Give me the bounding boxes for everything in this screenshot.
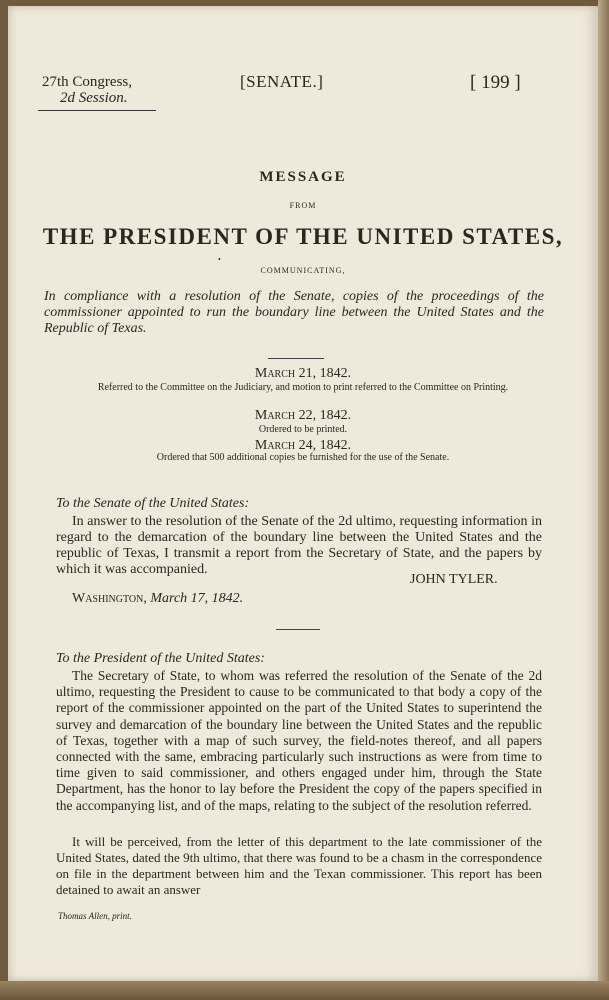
printer-credit: Thomas Allen, print. [58,911,132,921]
report-paragraph-1: The Secretary of State, to whom was referred the resolution of the Senate of the 2d ultimo, requesting the President to cause to be communicated to that body a copy of the report of the commissioner appointed on the part of the United States to superintend the survey and demarcation of the boundary line between the United States and the republic of Texas, together with a map of such survey, the field-notes thereof, and all papers connected with the same, embracing particularly such instructions as were from time to time given to said commissioner, and others engaged under him, through the State Department, has the honor to lay before the President the copy of the papers specified in the accompanying list, and of the maps, relating to the subject of the resolution referred. [56,668,542,813]
header-rule [38,110,156,111]
page-number: [ 199 ] [470,72,521,93]
report-paragraph-2: It will be perceived, from the letter of this department to the late commissioner of the United States, dated the 9th ultimo, that there was found to be a chasm in the correspondence on file in the department between him and the Texan commissioner. This report has been detained to await an answer [56,834,542,897]
communicating-label: COMMUNICATING, [260,266,346,275]
signature: JOHN TYLER. [410,572,498,587]
congress-label: 27th Congress, [42,74,132,90]
president-salutation: To the President of the United States: [56,651,265,666]
history-referral: Referred to the Committee on the Judiciary, and motion to print referred to the Committee on Printing. [97,382,509,393]
history-ordered-printed: Ordered to be printed. [258,424,348,435]
page-title: THE PRESIDENT OF THE UNITED STATES, [42,224,564,249]
history-ordered-copies: Ordered that 500 additional copies be furnished for the use of the Senate. [156,452,450,463]
dateline-date: March 17, 1842. [150,591,244,606]
dateline-place: Washington, [72,591,147,606]
dateline [72,591,243,607]
ornament-dot: • [218,255,221,264]
session-label: 2d Session. [60,90,128,106]
message-paragraph: In answer to the resolution of the Senate of the 2d ultimo, requesting information in regard to the demarcation of the boundary line between the United States and the republic of Texas, I transmit a report from the Secretary of State, and the papers by which it was accompanied. [56,514,542,577]
section-rule [268,358,324,359]
from-label: FROM [289,201,317,210]
summary-text: In compliance with a resolution of the Senate, copies of the proceedings of the commissioner appointed to run the boundary line between the United States and the Republic of Texas. [44,289,544,336]
chamber-label: [SENATE.] [240,72,324,91]
senate-salutation: To the Senate of the United States: [56,496,250,511]
section-rule-2 [276,629,320,630]
message-heading: MESSAGE [259,169,347,185]
page-edge [598,0,609,1000]
history-date-3: March 24, 1842. [254,438,352,453]
document-page [8,6,598,981]
history-date-1: March 21, 1842. [254,366,352,381]
history-date-2: March 22, 1842. [254,408,352,423]
book-bottom-edge [0,981,609,1000]
